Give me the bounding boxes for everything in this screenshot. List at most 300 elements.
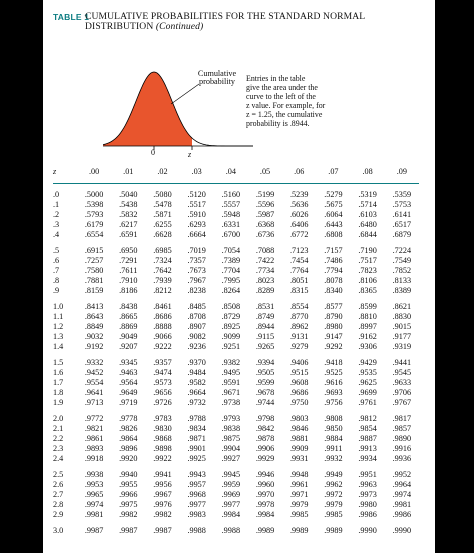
probability-cell: .6736 bbox=[255, 230, 275, 239]
probability-cell: .9664 bbox=[187, 388, 206, 397]
table-row bbox=[53, 424, 419, 434]
probability-cell: .8365 bbox=[358, 286, 377, 295]
probability-cell: .9934 bbox=[358, 454, 377, 463]
table-row bbox=[53, 286, 419, 296]
cumulative-label-line1: Cumulative bbox=[197, 69, 237, 78]
probability-cell: .5832 bbox=[119, 210, 138, 219]
table-row bbox=[53, 256, 419, 266]
probability-cell: .9904 bbox=[221, 444, 241, 453]
z-value-cell: .0 bbox=[53, 190, 60, 199]
probability-cell: .6591 bbox=[119, 230, 138, 239]
probability-cell: .6480 bbox=[358, 220, 377, 229]
probability-cell: .9147 bbox=[324, 332, 343, 341]
probability-cell: .7549 bbox=[392, 256, 412, 265]
probability-cell: .8643 bbox=[84, 312, 104, 321]
probability-cell: .9985 bbox=[290, 510, 309, 519]
z-value-cell: .1 bbox=[53, 200, 60, 209]
probability-cell: .7939 bbox=[153, 276, 172, 285]
probability-cell: .7517 bbox=[358, 256, 377, 265]
probability-cell: .9988 bbox=[187, 526, 206, 535]
table-row bbox=[53, 500, 419, 510]
probability-cell: .9850 bbox=[324, 424, 343, 433]
probability-cell: .9732 bbox=[187, 398, 206, 407]
probability-cell: .9783 bbox=[153, 414, 172, 423]
probability-cell: .9938 bbox=[84, 470, 104, 479]
probability-cell: .9901 bbox=[187, 444, 206, 453]
probability-cell: .6293 bbox=[187, 220, 206, 229]
probability-cell: .9906 bbox=[255, 444, 275, 453]
probability-cell: .9821 bbox=[84, 424, 104, 433]
probability-cell: .5120 bbox=[187, 190, 206, 199]
probability-cell: .9966 bbox=[119, 490, 138, 499]
table-row bbox=[53, 210, 419, 220]
z-value-cell: 2.9 bbox=[53, 510, 64, 519]
probability-cell: .9979 bbox=[290, 500, 309, 509]
table-row bbox=[53, 200, 419, 210]
table-row bbox=[53, 312, 419, 322]
probability-cell: .9744 bbox=[255, 398, 275, 407]
probability-cell: .5517 bbox=[187, 200, 206, 209]
probability-cell: .8869 bbox=[119, 322, 138, 331]
probability-cell: .9495 bbox=[221, 368, 241, 377]
probability-cell: .8023 bbox=[255, 276, 275, 285]
probability-cell: .8849 bbox=[84, 322, 104, 331]
probability-cell: .9535 bbox=[358, 368, 377, 377]
probability-cell: .9959 bbox=[221, 480, 241, 489]
probability-cell: .9222 bbox=[153, 342, 172, 351]
table-row bbox=[53, 378, 419, 388]
probability-cell: .9772 bbox=[84, 414, 104, 423]
probability-cell: .5987 bbox=[255, 210, 275, 219]
column-header: .03 bbox=[180, 167, 214, 184]
z-value-cell: 2.4 bbox=[53, 454, 64, 463]
probability-cell: .9418 bbox=[324, 358, 343, 367]
table-row bbox=[53, 322, 419, 332]
z-value-cell: 1.6 bbox=[53, 368, 64, 377]
probability-cell: .9979 bbox=[324, 500, 343, 509]
probability-cell: .8599 bbox=[358, 302, 377, 311]
probability-cell: .9884 bbox=[324, 434, 343, 443]
cumulative-label-line2: probability bbox=[199, 77, 235, 87]
probability-cell: .9484 bbox=[187, 368, 206, 377]
probability-cell: .8790 bbox=[324, 312, 343, 321]
z-value-cell: 1.1 bbox=[53, 312, 64, 321]
probability-cell: .8577 bbox=[324, 302, 343, 311]
probability-cell: .9656 bbox=[153, 388, 172, 397]
table-row bbox=[53, 332, 419, 342]
z-value-cell: 2.7 bbox=[53, 490, 64, 499]
table-title-continued: (Continued) bbox=[155, 21, 204, 32]
table-row bbox=[53, 220, 419, 230]
cumulative-area bbox=[103, 72, 192, 146]
table-row bbox=[53, 190, 419, 200]
table-row bbox=[53, 230, 419, 240]
probability-cell: .9927 bbox=[221, 454, 241, 463]
probability-cell: .9953 bbox=[84, 480, 104, 489]
probability-cell: .8106 bbox=[358, 276, 377, 285]
probability-cell: .9922 bbox=[153, 454, 172, 463]
z-table bbox=[53, 167, 419, 536]
probability-cell: .6517 bbox=[392, 220, 412, 229]
note-line: curve to the left of the bbox=[246, 92, 316, 101]
column-header: .02 bbox=[145, 167, 179, 184]
table-row bbox=[53, 246, 419, 256]
probability-cell: .9545 bbox=[392, 368, 412, 377]
z-value-cell: 1.4 bbox=[53, 342, 64, 351]
probability-cell: .9162 bbox=[358, 332, 377, 341]
probability-cell: .9177 bbox=[392, 332, 412, 341]
table-row bbox=[53, 388, 419, 398]
probability-cell: .6103 bbox=[358, 210, 377, 219]
probability-cell: .9890 bbox=[392, 434, 412, 443]
probability-cell: .9756 bbox=[324, 398, 343, 407]
probability-cell: .9986 bbox=[392, 510, 412, 519]
probability-cell: .9726 bbox=[153, 398, 172, 407]
probability-cell: .9591 bbox=[221, 378, 241, 387]
probability-cell: .9962 bbox=[324, 480, 343, 489]
probability-cell: .9564 bbox=[119, 378, 138, 387]
probability-cell: .5080 bbox=[153, 190, 172, 199]
probability-cell: .9192 bbox=[84, 342, 104, 351]
table-row bbox=[53, 470, 419, 480]
probability-cell: .8438 bbox=[119, 302, 138, 311]
probability-cell: .9633 bbox=[392, 378, 412, 387]
probability-cell: .9988 bbox=[221, 526, 241, 535]
probability-cell: .9975 bbox=[119, 500, 138, 509]
probability-cell: .9032 bbox=[84, 332, 104, 341]
probability-cell: .6950 bbox=[119, 246, 138, 255]
probability-cell: .9515 bbox=[290, 368, 309, 377]
probability-cell: .5596 bbox=[255, 200, 275, 209]
probability-cell: .9920 bbox=[119, 454, 138, 463]
probability-cell: .5319 bbox=[358, 190, 377, 199]
probability-cell: .8186 bbox=[119, 286, 138, 295]
note-line: give the area under the bbox=[246, 83, 318, 92]
probability-cell: .6368 bbox=[255, 220, 275, 229]
z-value-cell: 3.0 bbox=[53, 526, 64, 535]
probability-cell: .5636 bbox=[290, 200, 309, 209]
probability-cell: .9881 bbox=[290, 434, 309, 443]
probability-cell: .9115 bbox=[255, 332, 275, 341]
probability-cell: .5948 bbox=[221, 210, 241, 219]
z-value-cell: 1.0 bbox=[53, 302, 64, 311]
probability-cell: .9641 bbox=[84, 388, 104, 397]
probability-cell: .9969 bbox=[221, 490, 241, 499]
probability-cell: .9987 bbox=[84, 526, 104, 535]
probability-cell: .9977 bbox=[221, 500, 241, 509]
probability-cell: .9989 bbox=[290, 526, 309, 535]
probability-cell: .9842 bbox=[255, 424, 275, 433]
probability-cell: .9066 bbox=[153, 332, 172, 341]
probability-cell: .7995 bbox=[221, 276, 241, 285]
note-line: z = 1.25, the cumulative bbox=[246, 110, 323, 119]
probability-cell: .7852 bbox=[392, 266, 412, 275]
probability-cell: .7794 bbox=[324, 266, 343, 275]
probability-cell: .9981 bbox=[392, 500, 412, 509]
probability-cell: .9916 bbox=[392, 444, 412, 453]
probability-cell: .9738 bbox=[221, 398, 241, 407]
probability-cell: .8508 bbox=[221, 302, 241, 311]
table-row bbox=[53, 434, 419, 444]
probability-cell: .5871 bbox=[153, 210, 172, 219]
probability-cell: .5000 bbox=[84, 190, 104, 199]
probability-cell: .7764 bbox=[290, 266, 309, 275]
probability-cell: .6026 bbox=[290, 210, 309, 219]
probability-cell: .9441 bbox=[392, 358, 412, 367]
probability-cell: .6915 bbox=[84, 246, 104, 255]
probability-cell: .8729 bbox=[221, 312, 241, 321]
column-header: .08 bbox=[351, 167, 385, 184]
probability-cell: .7704 bbox=[221, 266, 241, 275]
probability-cell: .8749 bbox=[255, 312, 275, 321]
table-title bbox=[85, 12, 365, 32]
probability-cell: .8389 bbox=[392, 286, 412, 295]
probability-cell: .8078 bbox=[324, 276, 343, 285]
probability-cell: .9965 bbox=[84, 490, 104, 499]
probability-cell: .9968 bbox=[187, 490, 206, 499]
probability-cell: .8708 bbox=[187, 312, 206, 321]
probability-cell: .9864 bbox=[119, 434, 138, 443]
z-value-cell: 1.7 bbox=[53, 378, 64, 387]
probability-cell: .8340 bbox=[324, 286, 343, 295]
probability-cell: .9898 bbox=[153, 444, 172, 453]
table-row bbox=[53, 398, 419, 408]
table-row bbox=[53, 266, 419, 276]
column-header: .00 bbox=[77, 167, 111, 184]
z-value-cell: .2 bbox=[53, 210, 60, 219]
probability-cell: .9706 bbox=[392, 388, 412, 397]
probability-cell: .9918 bbox=[84, 454, 104, 463]
probability-cell: .9332 bbox=[84, 358, 104, 367]
probability-cell: .9967 bbox=[153, 490, 172, 499]
z-value-cell: .9 bbox=[53, 286, 60, 295]
table-row bbox=[53, 414, 419, 424]
probability-cell: .9719 bbox=[119, 398, 138, 407]
z-value-cell: .4 bbox=[53, 230, 60, 239]
probability-cell: .9082 bbox=[187, 332, 206, 341]
probability-cell: .9279 bbox=[290, 342, 309, 351]
z-value-cell: 2.8 bbox=[53, 500, 64, 509]
probability-cell: .6844 bbox=[358, 230, 377, 239]
z-value-cell: 1.9 bbox=[53, 398, 64, 407]
probability-cell: .9861 bbox=[84, 434, 104, 443]
probability-cell: .9713 bbox=[84, 398, 104, 407]
probability-cell: .5478 bbox=[153, 200, 172, 209]
probability-cell: .9394 bbox=[255, 358, 275, 367]
probability-cell: .8997 bbox=[358, 322, 377, 331]
table-row bbox=[53, 302, 419, 312]
probability-cell: .9960 bbox=[255, 480, 275, 489]
probability-cell: .6064 bbox=[324, 210, 343, 219]
probability-cell: .9871 bbox=[187, 434, 206, 443]
table-row bbox=[53, 510, 419, 520]
probability-cell: .9989 bbox=[324, 526, 343, 535]
probability-cell: .9981 bbox=[84, 510, 104, 519]
probability-cell: .7611 bbox=[119, 266, 138, 275]
probability-cell: .9948 bbox=[290, 470, 309, 479]
z-value-cell: 1.3 bbox=[53, 332, 64, 341]
cumulative-probability-label bbox=[191, 70, 243, 87]
probability-cell: .6141 bbox=[392, 210, 412, 219]
entries-note bbox=[246, 74, 356, 128]
probability-cell: .9986 bbox=[358, 510, 377, 519]
probability-cell: .9817 bbox=[392, 414, 412, 423]
probability-cell: .8830 bbox=[392, 312, 412, 321]
probability-cell: .6443 bbox=[324, 220, 343, 229]
probability-cell: .6331 bbox=[221, 220, 241, 229]
probability-cell: .8665 bbox=[119, 312, 138, 321]
column-header: .07 bbox=[316, 167, 350, 184]
probability-cell: .9265 bbox=[255, 342, 275, 351]
axis-z-label: z bbox=[188, 150, 192, 159]
probability-cell: .7454 bbox=[290, 256, 309, 265]
probability-cell: .9608 bbox=[290, 378, 309, 387]
probability-cell: .9925 bbox=[187, 454, 206, 463]
probability-cell: .9131 bbox=[290, 332, 309, 341]
probability-cell: .7257 bbox=[84, 256, 104, 265]
probability-cell: .7088 bbox=[255, 246, 275, 255]
probability-cell: .5359 bbox=[392, 190, 412, 199]
probability-cell: .7734 bbox=[255, 266, 275, 275]
probability-cell: .7673 bbox=[187, 266, 206, 275]
probability-cell: .9049 bbox=[119, 332, 138, 341]
probability-cell: .8315 bbox=[290, 286, 309, 295]
probability-cell: .9846 bbox=[290, 424, 309, 433]
probability-cell: .7823 bbox=[358, 266, 377, 275]
probability-cell: .9971 bbox=[290, 490, 309, 499]
probability-cell: .6664 bbox=[187, 230, 206, 239]
probability-cell: .8264 bbox=[221, 286, 241, 295]
probability-cell: .9989 bbox=[255, 526, 275, 535]
probability-cell: .9251 bbox=[221, 342, 241, 351]
probability-cell: .9943 bbox=[187, 470, 206, 479]
cumulative-pointer bbox=[171, 84, 199, 104]
probability-cell: .9945 bbox=[221, 470, 241, 479]
probability-cell: .9987 bbox=[119, 526, 138, 535]
probability-cell: .9812 bbox=[358, 414, 377, 423]
probability-cell: .5675 bbox=[324, 200, 343, 209]
probability-cell: .9909 bbox=[290, 444, 309, 453]
probability-cell: .9382 bbox=[221, 358, 241, 367]
probability-cell: .9761 bbox=[358, 398, 377, 407]
column-header: .05 bbox=[248, 167, 282, 184]
probability-cell: .5753 bbox=[392, 200, 412, 209]
probability-cell: .9931 bbox=[290, 454, 309, 463]
probability-cell: .9693 bbox=[324, 388, 343, 397]
probability-cell: .9319 bbox=[392, 342, 412, 351]
probability-cell: .5398 bbox=[84, 200, 104, 209]
probability-cell: .9599 bbox=[255, 378, 275, 387]
table-row bbox=[53, 368, 419, 378]
probability-cell: .9974 bbox=[84, 500, 104, 509]
probability-cell: .9984 bbox=[221, 510, 241, 519]
probability-cell: .8159 bbox=[84, 286, 104, 295]
probability-cell: .9292 bbox=[324, 342, 343, 351]
probability-cell: .6808 bbox=[324, 230, 343, 239]
probability-cell: .5438 bbox=[119, 200, 138, 209]
probability-cell: .9974 bbox=[392, 490, 412, 499]
probability-cell: .9406 bbox=[290, 358, 309, 367]
probability-cell: .8962 bbox=[290, 322, 309, 331]
probability-cell: .5239 bbox=[290, 190, 309, 199]
probability-cell: .9649 bbox=[119, 388, 138, 397]
z-value-cell: .5 bbox=[53, 246, 60, 255]
probability-cell: .9929 bbox=[255, 454, 275, 463]
z-value-cell: .3 bbox=[53, 220, 60, 229]
probability-cell: .9940 bbox=[119, 470, 138, 479]
probability-cell: .9750 bbox=[290, 398, 309, 407]
probability-cell: .9941 bbox=[153, 470, 172, 479]
probability-cell: .9616 bbox=[324, 378, 343, 387]
z-value-cell: 2.5 bbox=[53, 470, 64, 479]
probability-cell: .9952 bbox=[392, 470, 412, 479]
probability-cell: .5160 bbox=[221, 190, 241, 199]
probability-cell: .9936 bbox=[392, 454, 412, 463]
probability-cell: .9854 bbox=[358, 424, 377, 433]
probability-cell: .9699 bbox=[358, 388, 377, 397]
probability-cell: .9686 bbox=[290, 388, 309, 397]
probability-cell: .9838 bbox=[221, 424, 241, 433]
probability-cell: .8485 bbox=[187, 302, 206, 311]
probability-cell: .6985 bbox=[153, 246, 172, 255]
probability-cell: .9984 bbox=[255, 510, 275, 519]
probability-cell: .9973 bbox=[358, 490, 377, 499]
table-row bbox=[53, 480, 419, 490]
probability-cell: .7422 bbox=[255, 256, 275, 265]
probability-cell: .7224 bbox=[392, 246, 412, 255]
z-value-cell: 2.1 bbox=[53, 424, 64, 433]
probability-cell: .9982 bbox=[119, 510, 138, 519]
probability-cell: .9956 bbox=[153, 480, 172, 489]
probability-cell: .9980 bbox=[358, 500, 377, 509]
z-column-header: z bbox=[53, 167, 77, 184]
probability-cell: .5557 bbox=[221, 200, 241, 209]
z-value-cell: 2.0 bbox=[53, 414, 64, 423]
probability-cell: .9963 bbox=[358, 480, 377, 489]
probability-cell: .7389 bbox=[221, 256, 241, 265]
probability-cell: .9955 bbox=[119, 480, 138, 489]
probability-cell: .7642 bbox=[153, 266, 172, 275]
probability-cell: .6255 bbox=[153, 220, 172, 229]
probability-cell: .9573 bbox=[153, 378, 172, 387]
z-value-cell: 1.2 bbox=[53, 322, 64, 331]
probability-cell: .8944 bbox=[255, 322, 275, 331]
probability-cell: .8238 bbox=[187, 286, 206, 295]
probability-cell: .9830 bbox=[153, 424, 172, 433]
probability-cell: .9826 bbox=[119, 424, 138, 433]
probability-cell: .9345 bbox=[119, 358, 138, 367]
column-header: .06 bbox=[282, 167, 316, 184]
probability-cell: .9778 bbox=[119, 414, 138, 423]
probability-cell: .9951 bbox=[358, 470, 377, 479]
column-header: .01 bbox=[111, 167, 145, 184]
table-row bbox=[53, 276, 419, 286]
probability-cell: .9913 bbox=[358, 444, 377, 453]
probability-cell: .9983 bbox=[187, 510, 206, 519]
probability-cell: .9505 bbox=[255, 368, 275, 377]
probability-cell: .7157 bbox=[324, 246, 343, 255]
probability-cell: .9554 bbox=[84, 378, 104, 387]
probability-cell: .8413 bbox=[84, 302, 104, 311]
probability-cell: .9976 bbox=[153, 500, 172, 509]
probability-cell: .8980 bbox=[324, 322, 343, 331]
probability-cell: .9788 bbox=[187, 414, 206, 423]
probability-cell: .8531 bbox=[255, 302, 275, 311]
probability-cell: .7580 bbox=[84, 266, 104, 275]
probability-cell: .8212 bbox=[153, 286, 172, 295]
probability-cell: .9957 bbox=[187, 480, 206, 489]
probability-cell: .7190 bbox=[358, 246, 377, 255]
